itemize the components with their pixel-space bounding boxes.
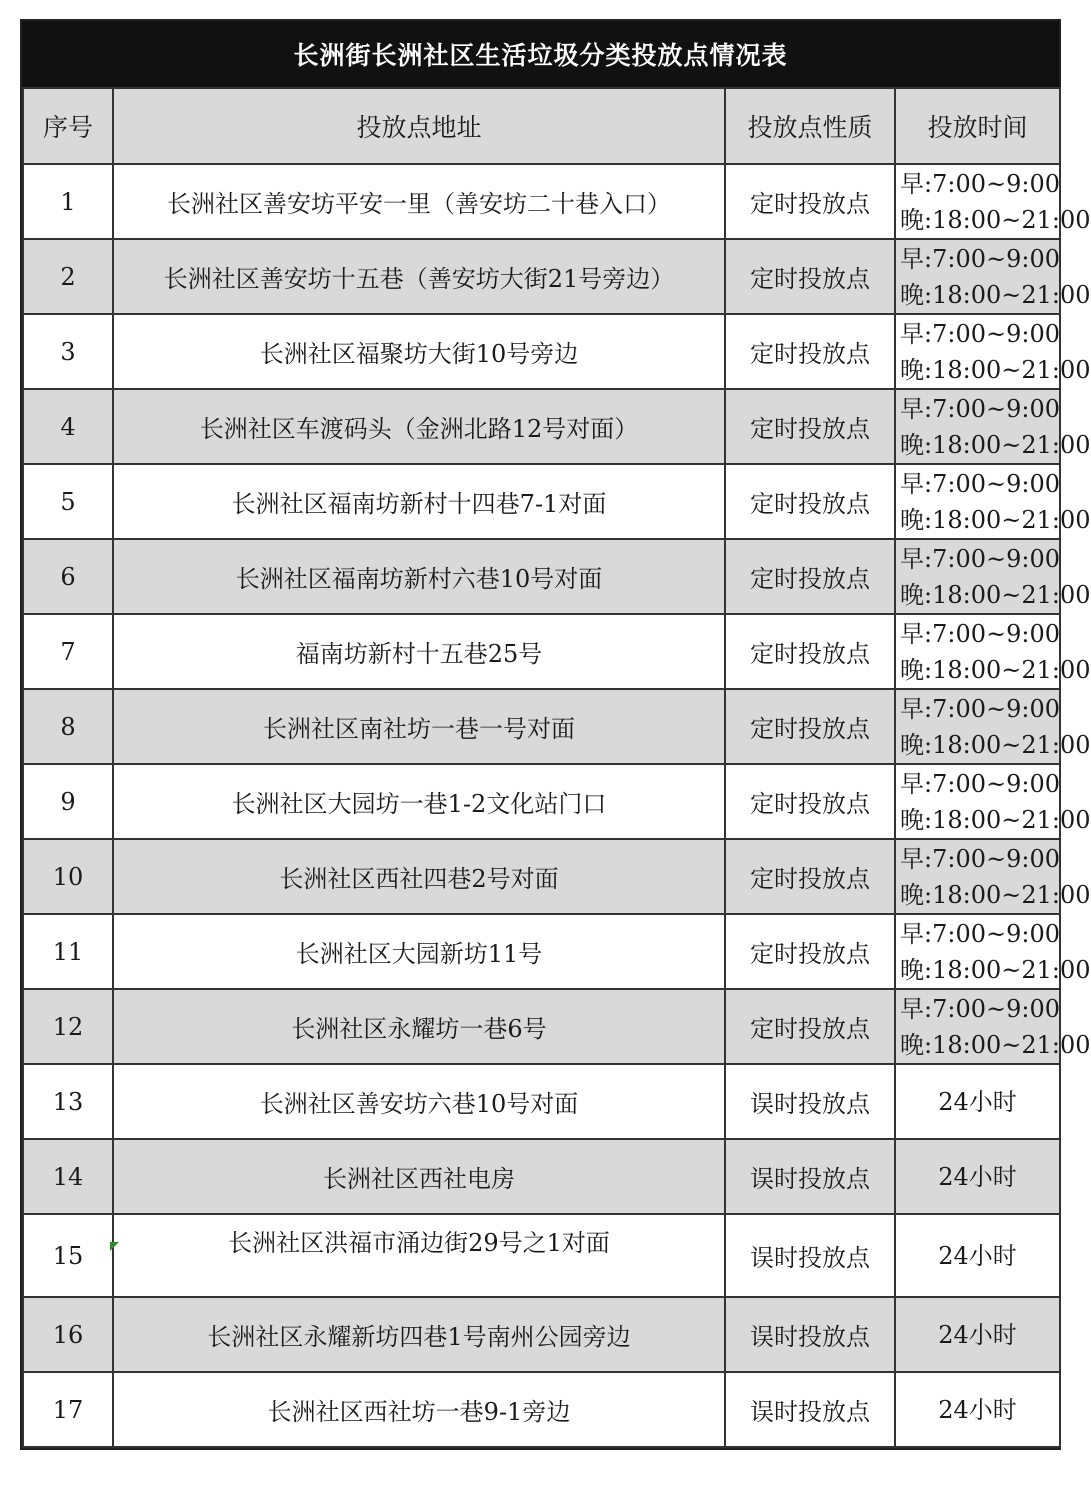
row-address: 长洲社区洪福市涌边街29号之1对面 xyxy=(113,1214,725,1297)
table-row xyxy=(23,689,1060,764)
evening-time: 晚:18:00~21:00 xyxy=(900,355,1091,384)
row-type: 定时投放点 xyxy=(725,464,895,539)
row-type: 定时投放点 xyxy=(725,764,895,839)
row-type: 误时投放点 xyxy=(725,1297,895,1372)
morning-time: 早:7:00~9:00 xyxy=(900,694,1060,723)
row-index: 12 xyxy=(23,989,113,1064)
cell-comment-marker xyxy=(110,1242,119,1251)
evening-time: 晚:18:00~21:00 xyxy=(900,580,1091,609)
row-type: 定时投放点 xyxy=(725,539,895,614)
row-time xyxy=(895,914,1091,989)
morning-time: 早:7:00~9:00 xyxy=(900,244,1060,273)
morning-time: 早:7:00~9:00 xyxy=(900,394,1060,423)
row-time xyxy=(895,839,1091,914)
row-time: 24小时 xyxy=(895,1139,1060,1214)
table-row xyxy=(23,839,1060,914)
row-type: 误时投放点 xyxy=(725,1064,895,1139)
row-index: 8 xyxy=(23,689,113,764)
disposal-point-table-sheet xyxy=(20,19,1091,1450)
row-address: 长洲社区福南坊新村六巷10号对面 xyxy=(113,539,725,614)
row-time: 24小时 xyxy=(895,1372,1060,1447)
header-time: 投放时间 xyxy=(895,88,1060,164)
row-index: 2 xyxy=(23,239,113,314)
evening-time: 晚:18:00~21:00 xyxy=(900,505,1091,534)
evening-time: 晚:18:00~21:00 xyxy=(900,205,1091,234)
row-address: 长洲社区福聚坊大街10号旁边 xyxy=(113,314,725,389)
evening-time: 晚:18:00~21:00 xyxy=(900,880,1091,909)
morning-time: 早:7:00~9:00 xyxy=(900,544,1060,573)
row-index: 15 xyxy=(23,1214,113,1297)
row-index: 10 xyxy=(23,839,113,914)
evening-time: 晚:18:00~21:00 xyxy=(900,430,1091,459)
row-type: 定时投放点 xyxy=(725,164,895,239)
table-row xyxy=(23,1139,1060,1214)
morning-time: 早:7:00~9:00 xyxy=(900,994,1060,1023)
row-index: 16 xyxy=(23,1297,113,1372)
header-address: 投放点地址 xyxy=(113,88,725,164)
morning-time: 早:7:00~9:00 xyxy=(900,919,1060,948)
row-index: 13 xyxy=(23,1064,113,1139)
row-index: 14 xyxy=(23,1139,113,1214)
row-type: 误时投放点 xyxy=(725,1214,895,1297)
evening-time: 晚:18:00~21:00 xyxy=(900,730,1091,759)
table-row xyxy=(23,314,1060,389)
row-index: 4 xyxy=(23,389,113,464)
table-row xyxy=(23,539,1060,614)
row-type: 定时投放点 xyxy=(725,839,895,914)
row-type: 定时投放点 xyxy=(725,989,895,1064)
table-row xyxy=(23,1297,1060,1372)
row-time xyxy=(895,614,1091,689)
row-type: 定时投放点 xyxy=(725,314,895,389)
morning-time: 早:7:00~9:00 xyxy=(900,319,1060,348)
row-time xyxy=(895,314,1091,389)
table-header-row xyxy=(23,88,1060,164)
row-type: 定时投放点 xyxy=(725,239,895,314)
row-address: 长洲社区南社坊一巷一号对面 xyxy=(113,689,725,764)
row-type: 定时投放点 xyxy=(725,914,895,989)
morning-time: 早:7:00~9:00 xyxy=(900,469,1060,498)
row-type: 误时投放点 xyxy=(725,1139,895,1214)
row-address: 长洲社区西社四巷2号对面 xyxy=(113,839,725,914)
row-time xyxy=(895,164,1091,239)
row-time: 24小时 xyxy=(895,1297,1060,1372)
row-address: 长洲社区大园坊一巷1-2文化站门口 xyxy=(113,764,725,839)
table-row xyxy=(23,614,1060,689)
row-address: 长洲社区福南坊新村十四巷7-1对面 xyxy=(113,464,725,539)
row-time: 24小时 xyxy=(895,1214,1060,1297)
header-type: 投放点性质 xyxy=(725,88,895,164)
morning-time: 早:7:00~9:00 xyxy=(900,169,1060,198)
row-time xyxy=(895,689,1091,764)
morning-time: 早:7:00~9:00 xyxy=(900,619,1060,648)
morning-time: 早:7:00~9:00 xyxy=(900,769,1060,798)
table-row xyxy=(23,1372,1060,1447)
row-time xyxy=(895,989,1091,1064)
row-type: 定时投放点 xyxy=(725,689,895,764)
row-time xyxy=(895,539,1091,614)
row-index: 3 xyxy=(23,314,113,389)
table-row xyxy=(23,464,1060,539)
row-type: 定时投放点 xyxy=(725,389,895,464)
table-row xyxy=(23,239,1060,314)
row-index: 9 xyxy=(23,764,113,839)
row-index: 5 xyxy=(23,464,113,539)
row-time xyxy=(895,389,1091,464)
table-row xyxy=(23,989,1060,1064)
row-address: 长洲社区善安坊十五巷（善安坊大街21号旁边） xyxy=(113,239,725,314)
row-time: 24小时 xyxy=(895,1064,1060,1139)
row-time xyxy=(895,764,1091,839)
table-row xyxy=(23,1064,1060,1139)
row-index: 6 xyxy=(23,539,113,614)
table-row xyxy=(23,164,1060,239)
row-index: 1 xyxy=(23,164,113,239)
row-index: 11 xyxy=(23,914,113,989)
evening-time: 晚:18:00~21:00 xyxy=(900,1030,1091,1059)
row-address: 长洲社区西社坊一巷9-1旁边 xyxy=(113,1372,725,1447)
disposal-point-table xyxy=(22,87,1091,1448)
evening-time: 晚:18:00~21:00 xyxy=(900,655,1091,684)
row-address: 长洲社区善安坊平安一里（善安坊二十巷入口） xyxy=(113,164,725,239)
evening-time: 晚:18:00~21:00 xyxy=(900,955,1091,984)
row-address: 长洲社区永耀新坊四巷1号南州公园旁边 xyxy=(113,1297,725,1372)
table-row xyxy=(23,764,1060,839)
row-type: 定时投放点 xyxy=(725,614,895,689)
table-row xyxy=(23,1214,1060,1297)
row-address: 长洲社区车渡码头（金洲北路12号对面） xyxy=(113,389,725,464)
row-address: 长洲社区善安坊六巷10号对面 xyxy=(113,1064,725,1139)
row-address: 长洲社区大园新坊11号 xyxy=(113,914,725,989)
row-type: 误时投放点 xyxy=(725,1372,895,1447)
row-index: 7 xyxy=(23,614,113,689)
table-title: 长洲街长洲社区生活垃圾分类投放点情况表 xyxy=(22,21,1059,87)
evening-time: 晚:18:00~21:00 xyxy=(900,805,1091,834)
evening-time: 晚:18:00~21:00 xyxy=(900,280,1091,309)
row-time xyxy=(895,239,1091,314)
header-index: 序号 xyxy=(23,88,113,164)
row-time xyxy=(895,464,1091,539)
table-row xyxy=(23,389,1060,464)
row-address: 长洲社区西社电房 xyxy=(113,1139,725,1214)
table-row xyxy=(23,914,1060,989)
row-address: 长洲社区永耀坊一巷6号 xyxy=(113,989,725,1064)
row-address: 福南坊新村十五巷25号 xyxy=(113,614,725,689)
morning-time: 早:7:00~9:00 xyxy=(900,844,1060,873)
row-index: 17 xyxy=(23,1372,113,1447)
